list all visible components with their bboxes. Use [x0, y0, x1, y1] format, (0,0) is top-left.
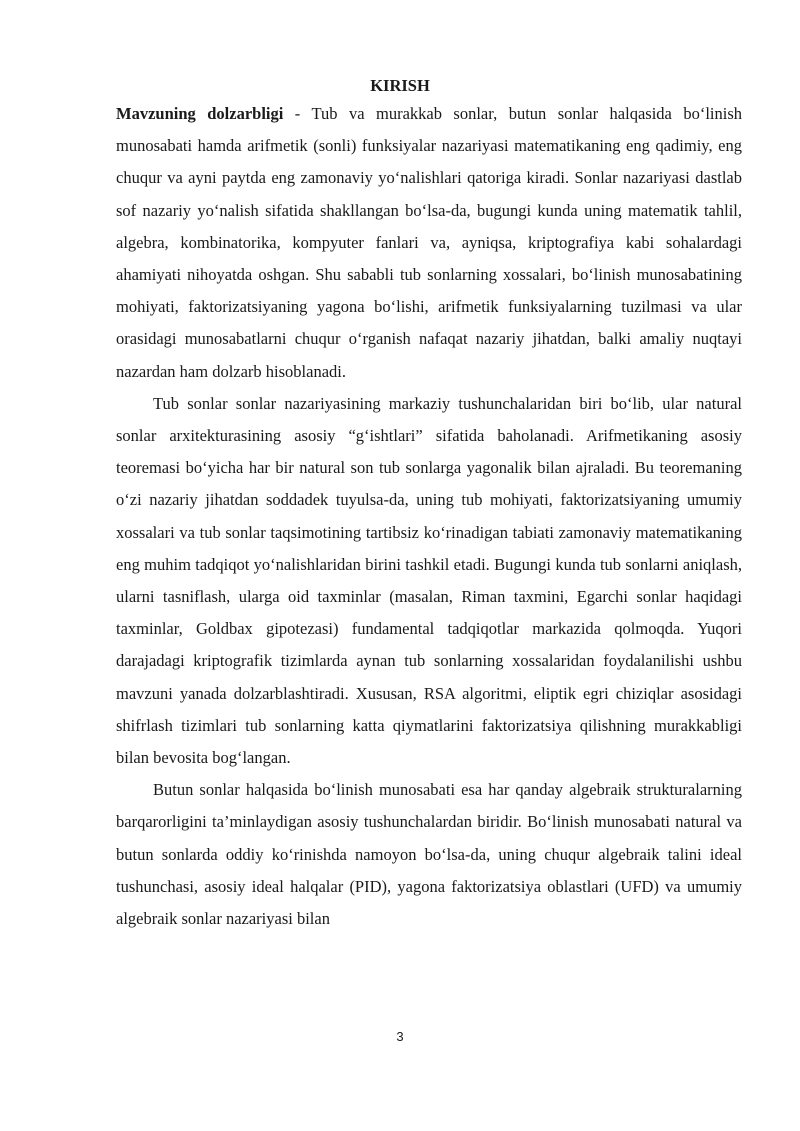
page-title: KIRISH — [370, 76, 430, 95]
paragraph-lead: Mavzuning dolzarbligi — [116, 104, 284, 123]
document-body — [116, 98, 742, 935]
paragraph-text: - Tub va murakkab sonlar, butun sonlar halqasida bo‘linish munosabati hamda arifmetik (sonli) funksiyalar nazariyasi matematikaning eng qadimiy, eng chuqur va ayni paytda eng zamonaviy yo‘nalishlari qatoriga kiradi. Sonlar nazariyasi dastlab sof nazariy yo‘nalish sifatida shakllangan bo‘lsa-da, bugungi kunda uning matematik tahlil, algebra, kombinatorika, kompyuter fanlari va, ayniqsa, kriptografiya kabi sohalardagi ahamiyati nihoyatda oshgan. Shu sababli tub sonlarning xossalari, bo‘linish munosabatining mohiyati, faktorizatsiyaning yagona bo‘lishi, arifmetik funksiyalarning tuzilmasi va ular orasidagi munosabatlarni chuqur o‘rganish nafaqat nazariy jihatdan, balki amaliy nuqtayi nazardan ham dolzarb hisoblanadi. — [116, 104, 742, 381]
paragraph-divisibility: Butun sonlar halqasida bo‘linish munosabati esa har qanday algebraik strukturalarning barqarorligini ta’minlaydigan asosiy tushunchalardan biridir. Bo‘linish munosabati natural va butun sonlarda oddiy ko‘rinishda namoyon bo‘lsa-da, uning chuqur algebraik talini ideal tushunchasi, asosiy ideal halqalar (PID), yagona faktorizatsiya oblastlari (UFD) va umumiy algebraik sonlar nazariyasi bilan — [116, 780, 742, 929]
page-number: 3 — [396, 1029, 404, 1044]
paragraph-relevance — [116, 98, 742, 388]
paragraph-prime-numbers: Tub sonlar sonlar nazariyasining markaziy tushunchalaridan biri bo‘lib, ular natural sonlar arxitekturasining asosiy “g‘ishtlari” sifatida baholanadi. Arifmetikaning asosiy teoremasi bo‘yicha har bir natural son tub sonlarga yagonalik bilan ajraladi. Bu teoremaning o‘zi nazariy jihatdan soddadek tuyulsa-da, uning tub mohiyati, faktorizatsiyaning umumiy xossalari va tub sonlar taqsimotining tartibsiz ko‘rinadigan tabiati zamonaviy matematikaning eng muhim tadqiqot yo‘nalishlaridan birini tashkil etadi. Bugungi kunda tub sonlarni aniqlash, ularni tasniflash, ularga oid taxminlar (masalan, Riman taxmini, Egarchi sonlar haqidagi taxminlar, Goldbax gipotezasi) fundamental tadqiqotlar markazida qolmoqda. Yuqori darajadagi kriptografik tizimlarda aynan tub sonlarning xossalaridan foydalanilishi ushbu mavzuni yanada dolzarblashtiradi. Xususan, RSA algoritmi, eliptik egri chiziqlar asosidagi shifrlash tizimlari tub sonlarning katta qiymatlarini faktorizatsiya qilishning murakkabligi bilan bevosita bog‘langan. — [116, 393, 742, 768]
